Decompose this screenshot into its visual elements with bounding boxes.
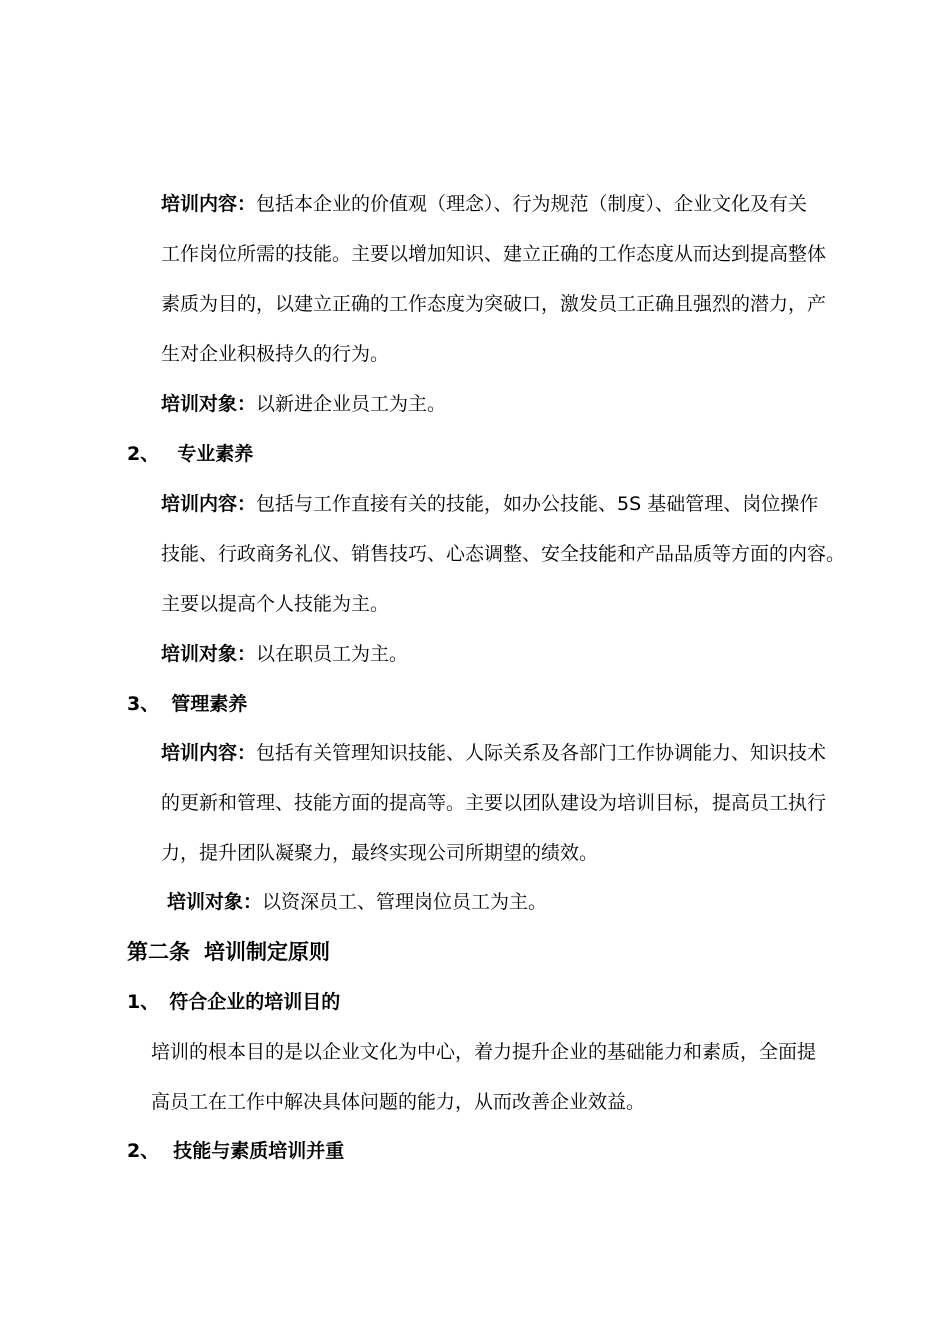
content-paragraph-line: 工作岗位所需的技能。主要以增加知识、建立正确的工作态度从而达到提高整体 <box>161 243 827 265</box>
principle-heading <box>127 1139 344 1163</box>
principle-number: 2、 <box>127 1140 160 1162</box>
section-title: 专业素养 <box>177 443 254 465</box>
content-paragraph-line: 培训内容：包括本企业的价值观（理念）、行为规范（制度）、企业文化及有关 <box>161 193 808 215</box>
principle-paragraph-line: 培训的根本目的是以企业文化为中心，着力提升企业的基础能力和素质，全面提 <box>151 1041 817 1063</box>
content-paragraph-line: 主要以提高个人技能为主。 <box>161 593 390 615</box>
section-number: 2、 <box>127 443 160 465</box>
content-paragraph-line: 生对企业积极持久的行为。 <box>161 343 390 365</box>
principle-title: 技能与素质培训并重 <box>173 1140 345 1162</box>
section-heading <box>127 442 253 466</box>
content-label: 培训内容： <box>161 193 257 215</box>
article-number: 第二条 <box>127 940 190 964</box>
section-heading <box>127 692 247 716</box>
content-paragraph-line: 培训内容：包括有关管理知识技能、人际关系及各部门工作协调能力、知识技术 <box>161 742 827 764</box>
principle-number: 1、 <box>127 991 160 1013</box>
target-label: 培训对象： <box>161 393 257 415</box>
content-paragraph-line: 的更新和管理、技能方面的提高等。主要以团队建设为培训目标，提高员工执行 <box>161 792 827 814</box>
target-line: 培训对象：以新进企业员工为主。 <box>161 393 447 415</box>
principle-paragraph-line: 高员工在工作中解决具体问题的能力，从而改善企业效益。 <box>151 1091 646 1113</box>
content-paragraph-line: 技能、行政商务礼仪、销售技巧、心态调整、安全技能和产品品质等方面的内容。 <box>161 543 846 565</box>
article-title: 培训制定原则 <box>204 940 330 964</box>
content-label: 培训内容： <box>161 493 257 515</box>
section-number: 3、 <box>127 693 160 715</box>
target-line: 培训对象：以资深员工、管理岗位员工为主。 <box>167 891 548 913</box>
article-heading <box>127 938 330 966</box>
target-label: 培训对象： <box>161 643 257 665</box>
content-label: 培训内容： <box>161 742 257 764</box>
content-paragraph-line: 培训内容：包括与工作直接有关的技能，如办公技能、5S 基础管理、岗位操作 <box>161 493 819 515</box>
content-paragraph-line: 力，提升团队凝聚力，最终实现公司所期望的绩效。 <box>161 842 599 864</box>
content-paragraph-line: 素质为目的，以建立正确的工作态度为突破口，激发员工正确且强烈的潜力，产 <box>161 293 827 315</box>
principle-heading <box>127 990 340 1014</box>
target-line: 培训对象：以在职员工为主。 <box>161 643 409 665</box>
principle-title: 符合企业的培训目的 <box>169 991 341 1013</box>
target-label: 培训对象： <box>167 891 263 913</box>
section-title: 管理素养 <box>171 693 248 715</box>
